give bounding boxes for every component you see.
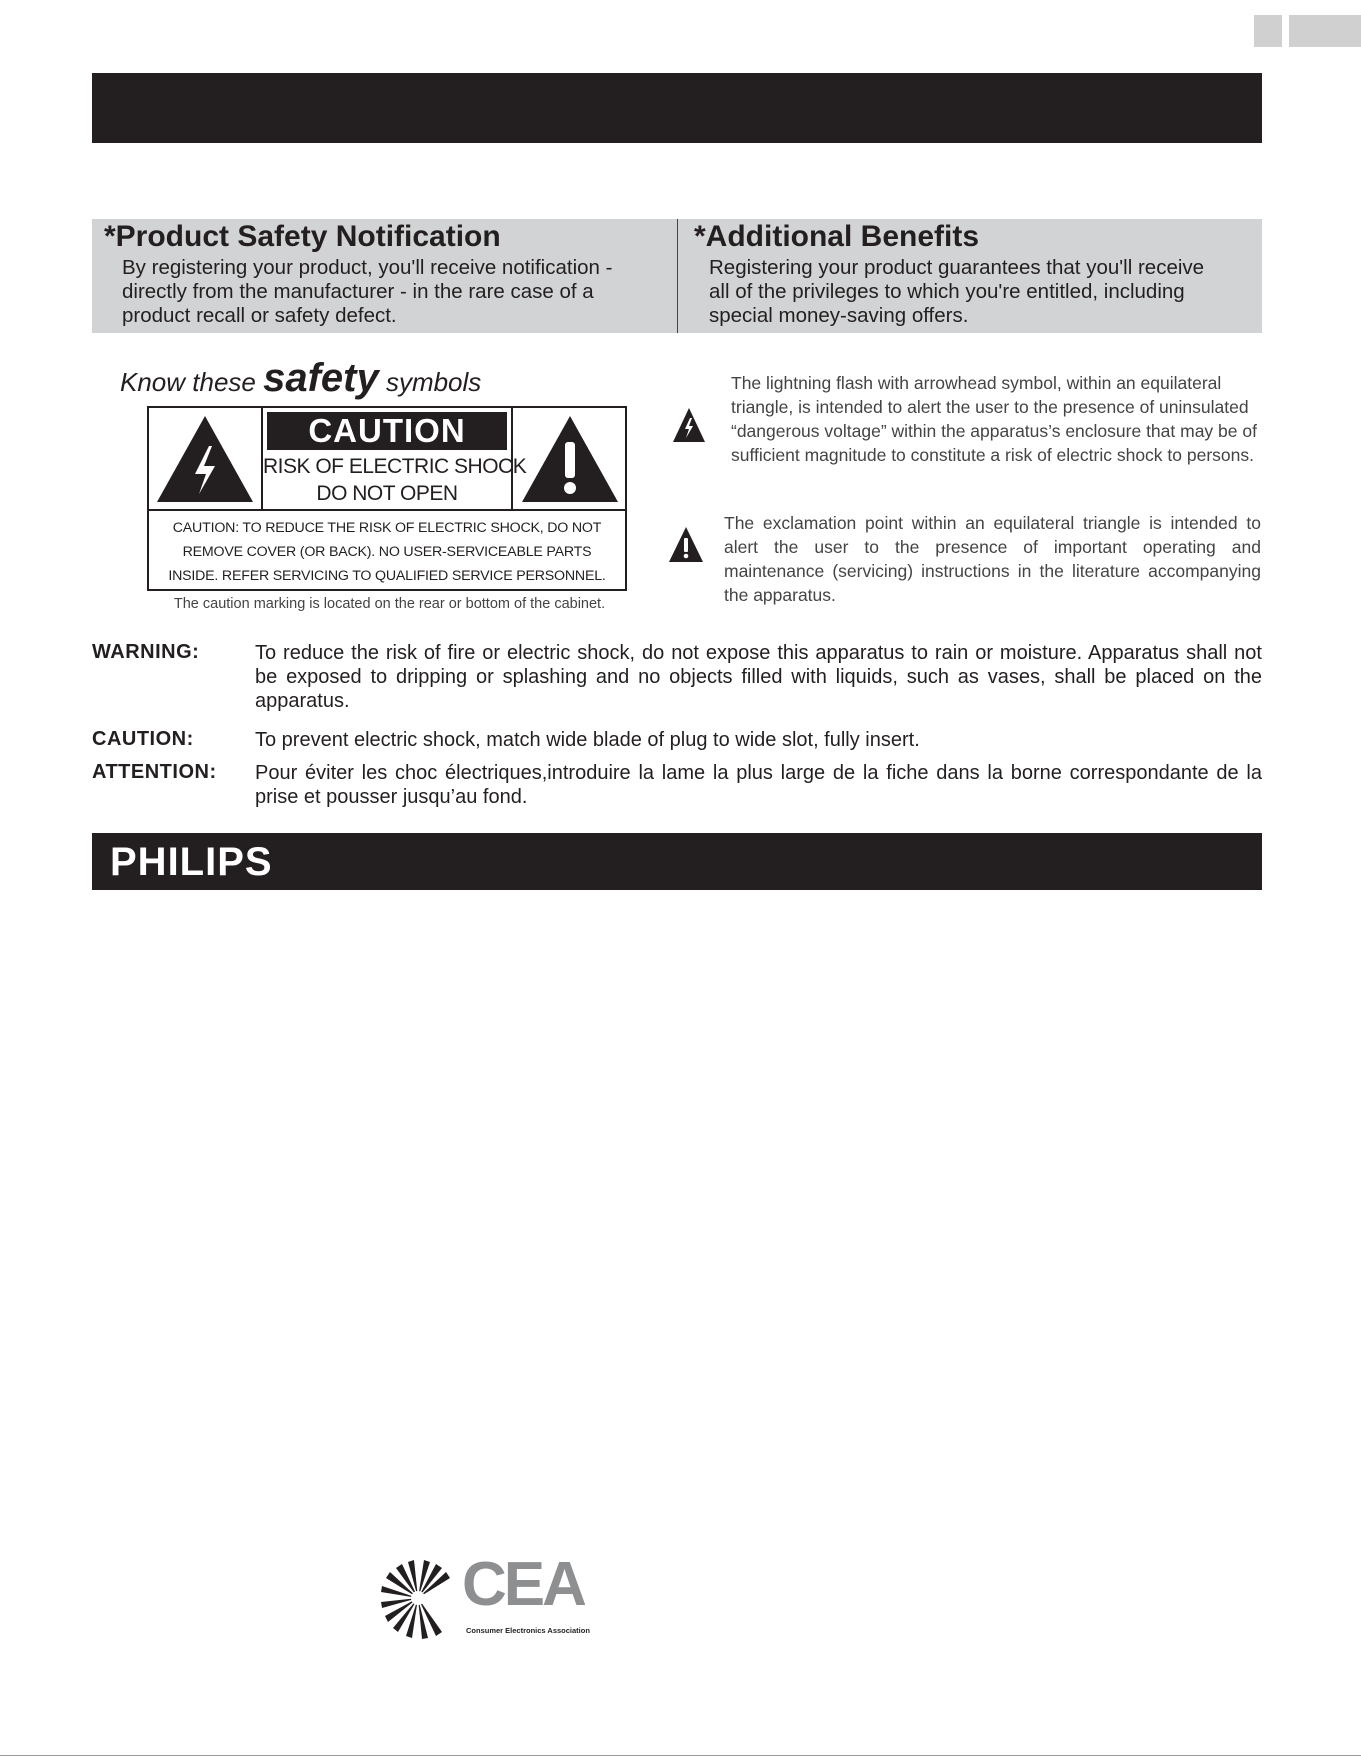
cea-starburst-icon — [378, 1556, 458, 1640]
product-safety-line: product recall or safety defect. — [122, 304, 397, 327]
caution-label: CAUTION: — [92, 728, 194, 750]
additional-benefits-line: all of the privileges to which you're entitled, including — [709, 280, 1185, 303]
product-safety-title: *Product Safety Notification — [104, 220, 501, 253]
caution-label-top — [149, 408, 625, 511]
corner-tab-right — [1289, 15, 1361, 47]
caution-text-line: REMOVE COVER (OR BACK). NO USER-SERVICEABLE PARTS — [182, 544, 592, 560]
small-exclamation-triangle-icon — [667, 524, 705, 566]
philips-logo-text: PHILIPS — [110, 840, 273, 884]
caution-label-text — [149, 511, 625, 589]
caution-label-box — [147, 406, 627, 591]
bottom-rule — [0, 1755, 1361, 1756]
caution-text: To prevent electric shock, match wide blade of plug to wide slot, fully insert. — [255, 729, 920, 751]
heading-emphasis: safety — [263, 356, 379, 400]
additional-benefits-line: special money-saving offers. — [709, 304, 969, 327]
heading-before: Know these — [120, 367, 264, 397]
corner-tab-left — [1254, 15, 1282, 47]
safety-symbols-heading — [120, 356, 481, 400]
lightning-triangle-icon — [149, 408, 261, 509]
caution-text-line: CAUTION: TO REDUCE THE RISK OF ELECTRIC SHOCK, DO NOT — [172, 520, 602, 536]
warning-label: WARNING: — [92, 641, 200, 663]
caution-text-line: INSIDE. REFER SERVICING TO QUALIFIED SERVICE PERSONNEL. — [168, 568, 606, 584]
caution-word: CAUTION — [267, 412, 507, 450]
lightning-symbol-description: The lightning flash with arrowhead symbol, within an equilateral triangle, is intended to alert the user to the presence of uninsulated “dangerous voltage” within the apparatus’s enclosure that may be of sufficient magnitude to constitute a risk of electric shock to persons. — [731, 373, 1257, 465]
product-safety-body — [122, 256, 667, 328]
info-strip-divider — [677, 219, 678, 333]
cea-logo-subtitle: Consumer Electronics Association — [466, 1626, 590, 1635]
product-safety-line: directly from the manufacturer - in the rare case of a — [122, 280, 594, 303]
small-lightning-triangle-icon — [671, 402, 707, 448]
additional-benefits-body — [709, 256, 1254, 328]
attention-label: ATTENTION: — [92, 761, 217, 783]
caution-label-center — [261, 408, 527, 509]
additional-benefits-title: *Additional Benefits — [694, 220, 980, 253]
philips-band — [92, 833, 1262, 890]
attention-text: Pour éviter les choc électriques,introduire la lame la plus large de la fiche dans la borne correspondante de la prise et pousser jusqu’au fond. — [255, 762, 1262, 808]
heading-after: symbols — [378, 367, 482, 397]
warning-text: To reduce the risk of fire or electric shock, do not expose this apparatus to rain or moisture. Apparatus shall not be exposed to dripping or splashing and no objects filled with liquids, such as vases, shall be placed on the apparatus. — [255, 642, 1262, 712]
exclamation-symbol-description: The exclamation point within an equilateral triangle is intended to alert the user to the presence of important operating and maintenance (servicing) instructions in the literature accompanying the apparatus. — [724, 513, 1261, 605]
risk-line-2: DO NOT OPEN — [316, 482, 458, 505]
header-band — [92, 73, 1262, 143]
product-safety-line: By registering your product, you'll receive notification - — [122, 256, 613, 279]
risk-line-1: RISK OF ELECTRIC SHOCK — [263, 455, 527, 478]
exclamation-triangle-icon — [515, 408, 627, 509]
cea-logo-text: CEA — [462, 1550, 584, 1619]
additional-benefits-line: Registering your product guarantees that you'll receive — [709, 256, 1205, 279]
caution-marking-note: The caution marking is located on the rear or bottom of the cabinet. — [173, 596, 606, 612]
